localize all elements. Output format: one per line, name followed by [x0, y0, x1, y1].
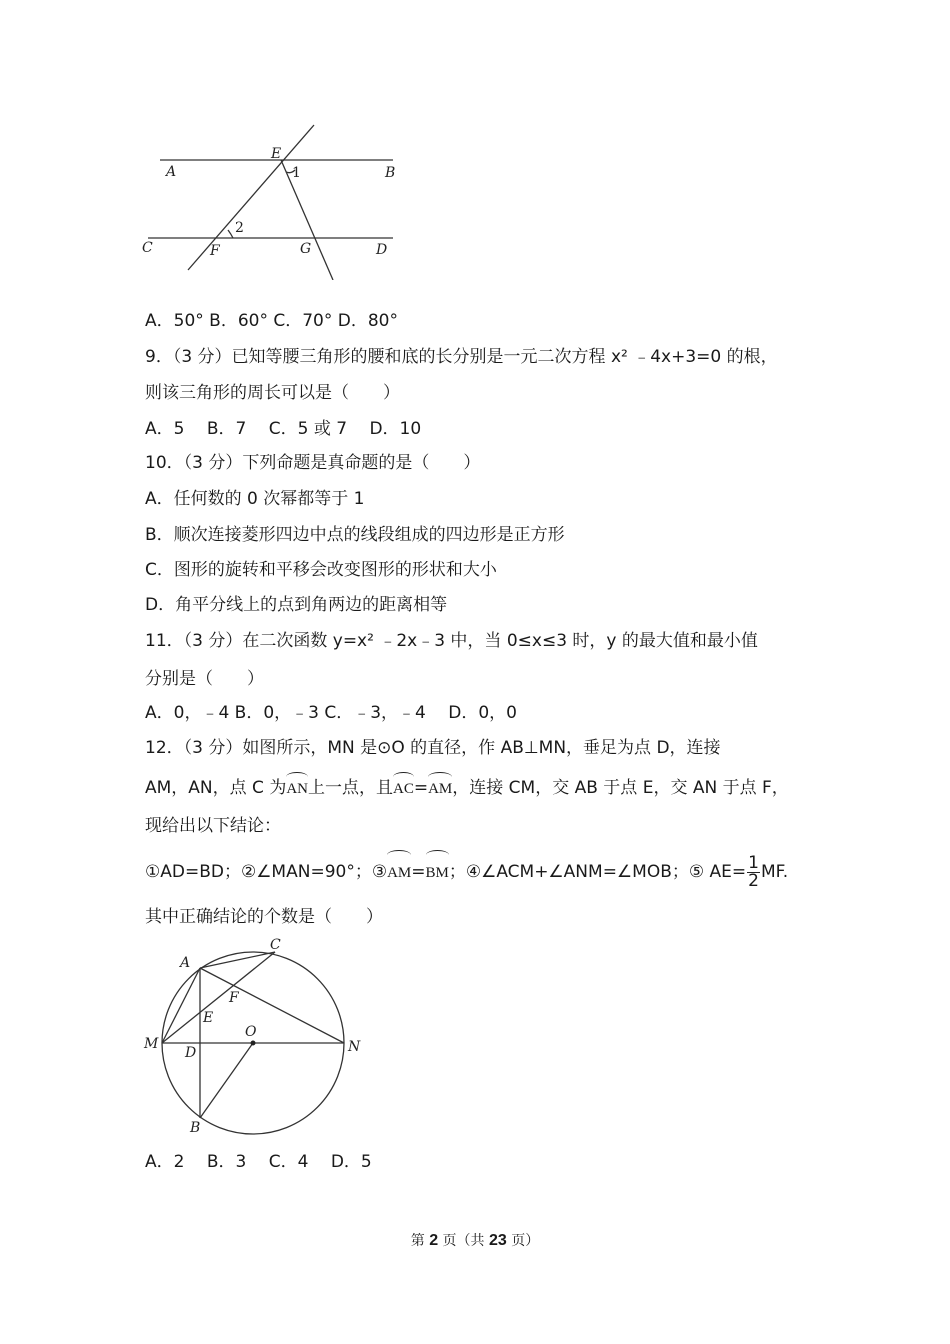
q12-stem-line1: 12．（3 分）如图所示，MN 是⊙O 的直径，作 AB⊥MN，垂足为点 D，连接 — [145, 738, 721, 758]
q9-options: A．5 B．7 C．5 或 7 D．10 — [145, 419, 422, 439]
q12-stem-line5: 其中正确结论的个数是（ ） — [145, 907, 383, 927]
q12-text-c: ，连接 CM，交 AB 于点 E，交 AN 于点 F， — [452, 778, 789, 798]
q9-stem-line1: 9．（3 分）已知等腰三角形的腰和底的长分别是一元二次方程 x² ﹣4x+3=0 的根， — [145, 347, 778, 367]
q8-options: A．50° B．60° C．70° D．80° — [145, 311, 398, 331]
q11-stem-line1: 11．（3 分）在二次函数 y=x² ﹣2x﹣3 中，当 0≤x≤3 时，y 的最大值和最小值 — [145, 631, 758, 651]
label-B: B — [385, 165, 396, 181]
q12-stem-line3: 现给出以下结论： — [145, 816, 281, 836]
label-D: D — [185, 1045, 197, 1061]
q10-option-c: C．图形的旋转和平移会改变图形的形状和大小 — [145, 560, 497, 580]
arc-am-2: AM — [387, 852, 411, 890]
label-1: 1 — [292, 165, 301, 181]
q10-option-d: D．角平分线上的点到角两边的距离相等 — [145, 595, 448, 615]
footer-prefix: 第 — [410, 1233, 430, 1249]
label-N: N — [348, 1039, 361, 1055]
label-E: E — [203, 1010, 214, 1026]
q12-stem-line2 — [145, 774, 789, 800]
fraction-one-half — [747, 852, 760, 891]
center-point — [251, 1041, 256, 1046]
label-M: M — [144, 1036, 159, 1052]
conclusions-eq: = — [411, 862, 426, 882]
label-F: F — [229, 990, 239, 1006]
footer-mid: 页（共 — [438, 1233, 489, 1249]
q9-stem-line2: 则该三角形的周长可以是（ ） — [145, 383, 400, 403]
parallel-lines-figure — [140, 120, 410, 280]
segment-am — [162, 968, 200, 1043]
arc-an: AN — [286, 774, 308, 800]
q10-stem: 10．（3 分）下列命题是真命题的是（ ） — [145, 453, 481, 473]
label-2: 2 — [235, 220, 244, 236]
label-A: A — [180, 955, 191, 971]
footer-total-pages: 23 — [489, 1232, 507, 1249]
transversal-EF — [188, 125, 314, 270]
q12-conclusions — [145, 852, 788, 890]
footer-suffix: 页） — [506, 1233, 540, 1249]
conclusions-part2: ；④∠ACM+∠ANM=∠MOB；⑤ AE= — [448, 862, 747, 882]
label-E: E — [271, 146, 282, 162]
q12-text-b: 上一点，且 — [308, 778, 393, 798]
segment-cm — [162, 952, 275, 1043]
conclusions-part1: ①AD=BD；②∠MAN=90°；③ — [145, 862, 388, 882]
label-C: C — [270, 937, 281, 953]
q10-option-a: A．任何数的 0 次幂都等于 1 — [145, 489, 365, 509]
label-O: O — [245, 1024, 257, 1040]
footer-page-number: 2 — [429, 1232, 439, 1249]
line-EG — [281, 160, 333, 280]
label-F: F — [210, 243, 220, 259]
label-C: C — [142, 240, 153, 256]
circle-figure — [140, 930, 380, 1140]
conclusions-part3: MF. — [760, 862, 789, 882]
q10-option-b: B．顺次连接菱形四边中点的线段组成的四边形是正方形 — [145, 525, 565, 545]
fraction-numerator: 1 — [748, 852, 759, 873]
segment-ac — [200, 952, 275, 968]
q11-options: A．0，﹣4 B．0，﹣3 C．﹣3，﹣4 D．0，0 — [145, 703, 517, 723]
arc-am: AM — [428, 774, 452, 800]
angle-2-arc — [228, 230, 233, 238]
arc-bm: BM — [426, 852, 449, 890]
fraction-denominator: 2 — [748, 870, 759, 891]
q12-options: A．2 B．3 C．4 D．5 — [145, 1152, 372, 1172]
label-G: G — [300, 241, 312, 257]
q12-eq: = — [413, 778, 429, 798]
label-B: B — [190, 1120, 201, 1136]
segment-ob — [200, 1043, 253, 1118]
page-footer — [0, 1230, 950, 1250]
label-D: D — [376, 242, 388, 258]
q12-text-a: AM，AN，点 C 为 — [145, 778, 287, 798]
arc-ac: AC — [393, 774, 414, 800]
q11-stem-line2: 分别是（ ） — [145, 669, 264, 689]
label-A: A — [166, 164, 177, 180]
segment-an — [200, 968, 344, 1043]
